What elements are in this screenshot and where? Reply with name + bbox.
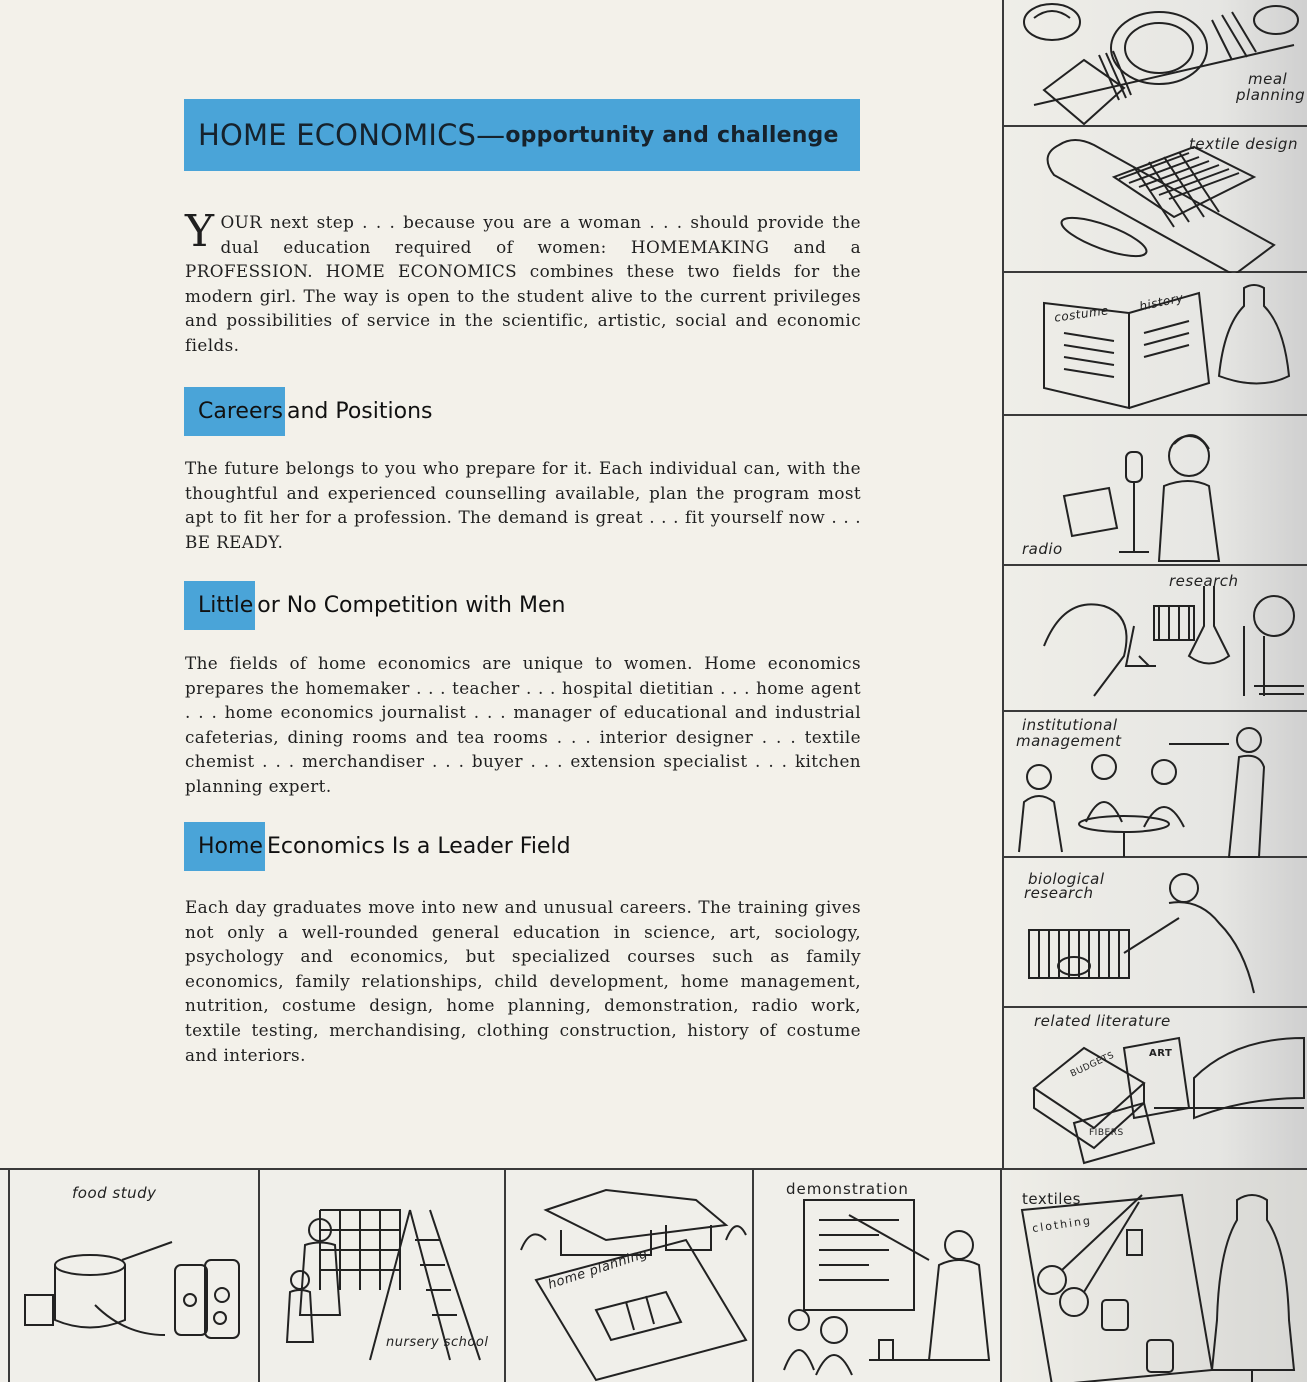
panel-institutional-management xyxy=(1004,712,1307,858)
page-title xyxy=(184,99,860,171)
caption-biological: biological xyxy=(1028,870,1105,888)
caption-textile-design: textile design xyxy=(1189,135,1298,153)
bottom-illustration-strip xyxy=(0,1168,1307,1382)
playground-slide-icon xyxy=(260,1170,504,1382)
caption-textiles: textiles xyxy=(1022,1190,1081,1208)
heading-rest: and Positions xyxy=(286,399,433,424)
caption-home-planning: home planning xyxy=(546,1246,650,1293)
section-body-leader-field: Each day graduates move into new and unusual careers. The training gives not only a well-rounded general education in science, art, sociology, psychology and economics, but specialized courses such as family economics, family relationships, child development, home management, nutrition, costume design, home planning, demonstration, radio work, textile testing, merchandising, clothing construction, history of costume and interiors. xyxy=(185,897,861,1065)
books-icon xyxy=(1004,1008,1307,1168)
heading-rest: or No Competition with Men xyxy=(257,593,566,618)
panel-costume-history xyxy=(1004,273,1307,416)
microscope-flask-icon xyxy=(1004,566,1307,712)
panel-textile-design xyxy=(1004,127,1307,273)
panel-nursery-school xyxy=(258,1170,504,1382)
caption-clothing: clothing xyxy=(1031,1213,1093,1236)
book-label-fibers: FIBERS xyxy=(1089,1128,1124,1138)
place-setting-icon xyxy=(1004,0,1307,127)
illustration-column xyxy=(1002,0,1307,1168)
section-heading-leader-field xyxy=(184,822,571,871)
costume-book-icon xyxy=(1004,273,1307,416)
caption-planning: planning xyxy=(1236,86,1306,104)
caption-meal: meal xyxy=(1248,70,1288,88)
caption-management: management xyxy=(1016,732,1122,750)
caption-costume: costume xyxy=(1053,303,1110,325)
caption-related-literature: related literature xyxy=(1034,1012,1171,1030)
pointer-chart-icon xyxy=(754,1170,1000,1382)
panel-research xyxy=(1004,566,1307,712)
heading-highlight: Careers xyxy=(184,387,285,436)
caption-nursery-school: nursery school xyxy=(386,1335,489,1350)
heading-rest: Economics Is a Leader Field xyxy=(266,834,571,859)
intro-paragraph xyxy=(185,206,861,358)
caption-demonstration: demonstration xyxy=(786,1180,909,1198)
caption-radio: radio xyxy=(1022,540,1063,558)
panel-radio xyxy=(1004,416,1307,566)
caption-institutional: institutional xyxy=(1022,716,1118,734)
caption-history: history xyxy=(1138,290,1185,314)
house-blueprint-icon xyxy=(506,1170,752,1382)
panel-meal-planning xyxy=(1004,0,1307,127)
panel-demonstration xyxy=(752,1170,1000,1382)
panel-home-planning xyxy=(504,1170,752,1382)
heading-highlight: Home xyxy=(184,822,265,871)
caption-bio-research: research xyxy=(1024,884,1094,902)
panel-biological-research xyxy=(1004,858,1307,1008)
book-label-art: ART xyxy=(1149,1048,1173,1059)
section-body-careers: The future belongs to you who prepare for it. Each individual can, with the thoughtful and experienced counselling available, plan the program most apt to fit her for a profession. The demand is great . . . fit yourself now . . . BE READY. xyxy=(185,458,861,552)
panel-textiles xyxy=(1000,1170,1307,1382)
panel-related-literature xyxy=(1004,1008,1307,1168)
drop-cap: Y xyxy=(185,206,215,257)
book-label-budgets: BUDGETS xyxy=(1069,1050,1116,1080)
title-subtitle: opportunity and challenge xyxy=(505,122,839,148)
panel-food-study xyxy=(8,1170,258,1382)
title-dash: — xyxy=(476,118,506,152)
intro-text: OUR next step . . . because you are a woman . . . should provide the dual education required of women: HOMEMAKING and a PROFESSION. HOME ECONOMICS combines these two fields for the modern girl. The way is open to the student alive to the current privileges and possibilities of service in the scientific, artistic, social and economic fields. xyxy=(185,212,861,355)
section-heading-competition xyxy=(184,581,565,630)
title-main: HOME ECONOMICS xyxy=(198,118,477,152)
caption-research: research xyxy=(1169,572,1239,590)
caption-food-study: food study xyxy=(72,1184,157,1202)
section-body-competition: The fields of home economics are unique to women. Home economics prepares the homemaker . . . teacher . . . hospital dietitian . . . home agent . . . home economics journalist . . . manager of educational and industrial cafeterias, dining rooms and tea rooms . . . interior designer . . . textile chemist . . . merchandiser . . . buyer . . . extension specialist . . . kitchen planning expert. xyxy=(185,653,861,796)
section-heading-careers xyxy=(184,387,433,436)
heading-highlight: Little xyxy=(184,581,255,630)
